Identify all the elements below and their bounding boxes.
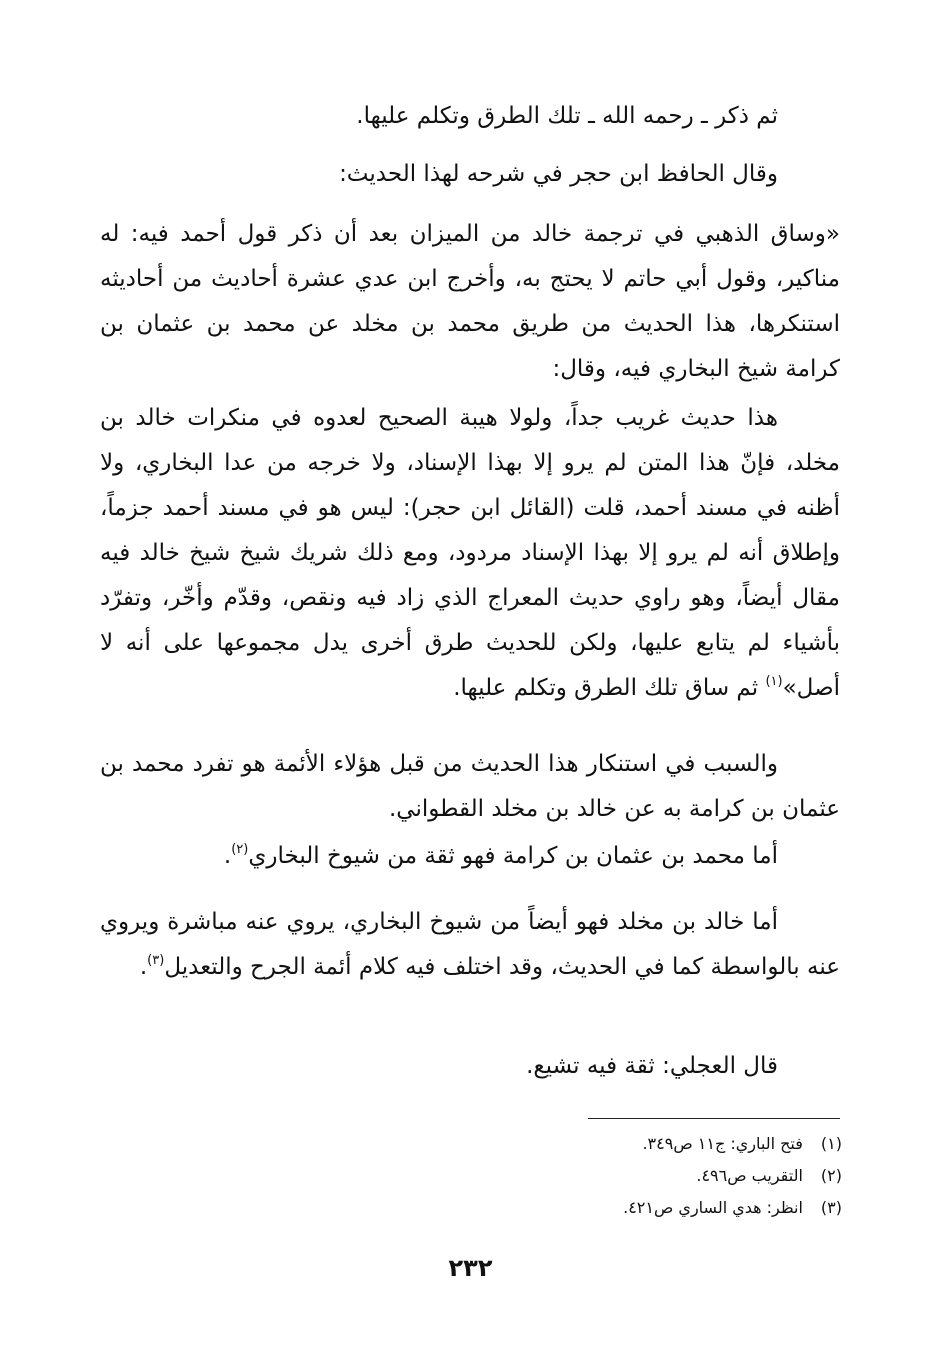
paragraph-6-text: أما محمد بن عثمان بن كرامة فهو ثقة من شيوخ البخاري bbox=[248, 843, 778, 869]
paragraph-6 bbox=[100, 834, 840, 879]
footnote-text: فتح الباري: ج١١ ص٣٤٩. bbox=[642, 1134, 803, 1153]
paragraph-3-quote bbox=[100, 212, 840, 392]
paragraph-8 bbox=[100, 1044, 840, 1089]
paragraph-8-text: قال العجلي: ثقة فيه تشيع. bbox=[526, 1053, 778, 1079]
footnote-text: انظر: هدي الساري ص٤٢١. bbox=[623, 1198, 803, 1217]
footnote-separator bbox=[588, 1118, 840, 1119]
paragraph-6-end: . bbox=[223, 843, 232, 869]
paragraph-4-text-b: ثم ساق تلك الطرق وتكلم عليها. bbox=[453, 675, 766, 701]
paragraph-2 bbox=[100, 152, 840, 197]
footnote-number: (٣) bbox=[820, 1198, 842, 1217]
footnote-item bbox=[450, 1160, 842, 1192]
paragraph-1-text: ثم ذكر ـ رحمه الله ـ تلك الطرق وتكلم عليها. bbox=[356, 103, 778, 129]
page-number: ٢٣٢ bbox=[448, 1254, 493, 1282]
paragraph-5 bbox=[100, 742, 840, 832]
footnote-number: (١) bbox=[820, 1134, 842, 1153]
footnote-ref-2[interactable]: (٢) bbox=[231, 842, 249, 857]
paragraph-7-text: أما خالد بن مخلد فهو أيضاً من شيوخ البخاري، يروي عنه مباشرة ويروي عنه بالواسطة كما في الحديث، وقد اختلف فيه كلام أئمة الجرح والتعديل bbox=[100, 909, 840, 980]
footnote-ref-3[interactable]: (٣) bbox=[147, 953, 165, 968]
footnotes bbox=[450, 1128, 842, 1224]
paragraph-3-text: «وساق الذهبي في ترجمة خالد من الميزان بعد أن ذكر قول أحمد فيه: له مناكير، وقول أبي حاتم لا يحتج به، وأخرج ابن عدي عشرة أحاديث من أحاديثه استنكرها، هذا الحديث من طريق محمد بن مخلد عن محمد بن عثمان بن كرامة شيخ البخاري فيه، وقال: bbox=[100, 221, 840, 382]
paragraph-4-text-a: هذا حديث غريب جداً، ولولا هيبة الصحيح لعدوه في منكرات خالد بن مخلد، فإنّ هذا المتن لم يرو إلا بهذا الإسناد، ولا خرجه من عدا البخاري، ولا أظنه في مسند أحمد، قلت (القائل ابن حجر): ليس هو في مسند أحمد جزماً، وإطلاق أنه لم يرو إلا بهذا الإسناد مردود، ومع ذلك شريك شيخ شيخ خالد فيه مقال أيضاً، وهو راوي حديث المعراج الذي زاد فيه ونقص، وقدّم وأخّر، وتفرّد بأشياء لم يتابع عليها، ولكن للحديث طرق أخرى يدل مجموعها على أنه لا أصل» bbox=[100, 405, 840, 701]
paragraph-7-end: . bbox=[139, 954, 148, 980]
footnote-item bbox=[450, 1128, 842, 1160]
paragraph-4-quote bbox=[100, 396, 840, 711]
paragraph-7 bbox=[100, 900, 840, 990]
footnote-item bbox=[450, 1192, 842, 1224]
footnote-text: التقريب ص٤٩٦. bbox=[696, 1166, 803, 1185]
paragraph-2-text: وقال الحافظ ابن حجر في شرحه لهذا الحديث: bbox=[339, 161, 778, 187]
footnote-number: (٢) bbox=[820, 1166, 842, 1185]
paragraph-5-text: والسبب في استنكار هذا الحديث من قبل هؤلاء الأئمة هو تفرد محمد بن عثمان بن كرامة به عن خالد بن مخلد القطواني. bbox=[100, 751, 840, 822]
paragraph-1 bbox=[100, 94, 840, 139]
footnote-ref-1[interactable]: (١) bbox=[765, 674, 783, 689]
